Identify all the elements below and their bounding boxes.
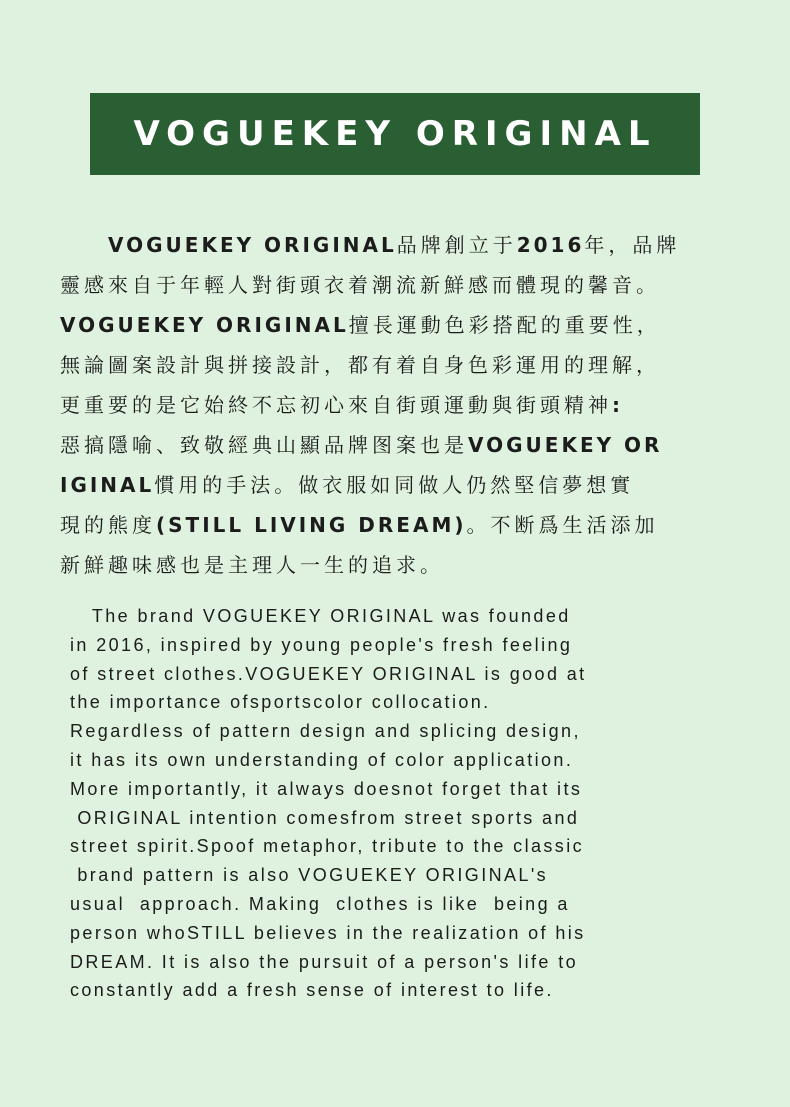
english-line: Regardless of pattern design and splicing design, bbox=[70, 721, 581, 742]
chinese-line bbox=[60, 425, 740, 465]
chinese-text: 惡搞隱喻、致敬經典山顯品牌图案也是 bbox=[60, 433, 468, 457]
chinese-line bbox=[60, 465, 740, 505]
chinese-text: 新鮮趣味感也是主理人一生的追求。 bbox=[60, 553, 444, 577]
english-line: in 2016, inspired by young people's fresh feeling bbox=[70, 634, 573, 655]
english-line: the importance ofsportscolor collocation. bbox=[70, 692, 491, 713]
chinese-text: 靈感來自于年輕人對街頭衣着潮流新鮮感而體現的馨音。 bbox=[60, 273, 660, 297]
english-line: person whoSTILL believes in the realization of his bbox=[70, 922, 586, 943]
english-line: it has its own understanding of color application. bbox=[70, 749, 574, 770]
english-line: brand pattern is also VOGUEKEY ORIGINAL's bbox=[70, 865, 549, 886]
english-line: of street clothes.VOGUEKEY ORIGINAL is good at bbox=[70, 663, 587, 684]
english-line: street spirit.Spoof metaphor, tribute to the classic bbox=[70, 836, 584, 857]
chinese-text: 更重要的是它始終不忘初心來自街頭運動與街頭精神 bbox=[60, 393, 612, 417]
brand-title: VOGUEKEY ORIGINAL bbox=[133, 114, 657, 154]
english-line: constantly add a fresh sense of interest to life. bbox=[70, 980, 554, 1001]
brand-name-inline: VOGUEKEY ORIGINAL bbox=[60, 313, 349, 337]
english-line: More importantly, it always doesnot forget that its bbox=[70, 778, 583, 799]
english-line: ORIGINAL intention comesfrom street sports and bbox=[70, 807, 580, 828]
english-paragraph bbox=[70, 602, 750, 1005]
brand-name-inline: VOGUEKEY ORIGINAL bbox=[108, 233, 397, 257]
english-line: usual approach. Making clothes is like being a bbox=[70, 893, 570, 914]
chinese-paragraph bbox=[60, 225, 740, 585]
chinese-line bbox=[60, 505, 740, 545]
chinese-text: 現的熊度 bbox=[60, 513, 156, 537]
chinese-text: 年，品牌 bbox=[584, 233, 681, 257]
chinese-text: 慣用的手法。做衣服如同做人仍然堅信夢想實 bbox=[154, 473, 635, 497]
year-bold: 2016 bbox=[516, 233, 585, 257]
brand-name-inline: VOGUEKEY OR bbox=[468, 433, 663, 457]
english-line: The brand VOGUEKEY ORIGINAL was founded bbox=[70, 606, 571, 626]
chinese-line bbox=[60, 225, 740, 265]
slogan-bold: (STILL LIVING DREAM) bbox=[156, 513, 467, 537]
chinese-line bbox=[60, 305, 740, 345]
chinese-text: 品牌創立于 bbox=[396, 233, 517, 257]
chinese-text: 擅長運動色彩搭配的重要性， bbox=[348, 313, 661, 337]
colon-bold: : bbox=[612, 393, 623, 417]
chinese-text: 無論圖案設計與拼接設計，都有着自身色彩運用的理解， bbox=[60, 353, 660, 377]
chinese-line bbox=[60, 385, 740, 425]
title-banner bbox=[90, 93, 700, 175]
chinese-line bbox=[60, 345, 740, 385]
chinese-line bbox=[60, 265, 740, 305]
brand-name-inline: IGINAL bbox=[60, 473, 155, 497]
chinese-line bbox=[60, 545, 740, 585]
chinese-text: 。不断爲生活添加 bbox=[466, 513, 659, 537]
english-line: DREAM. It is also the pursuit of a person's life to bbox=[70, 951, 579, 972]
